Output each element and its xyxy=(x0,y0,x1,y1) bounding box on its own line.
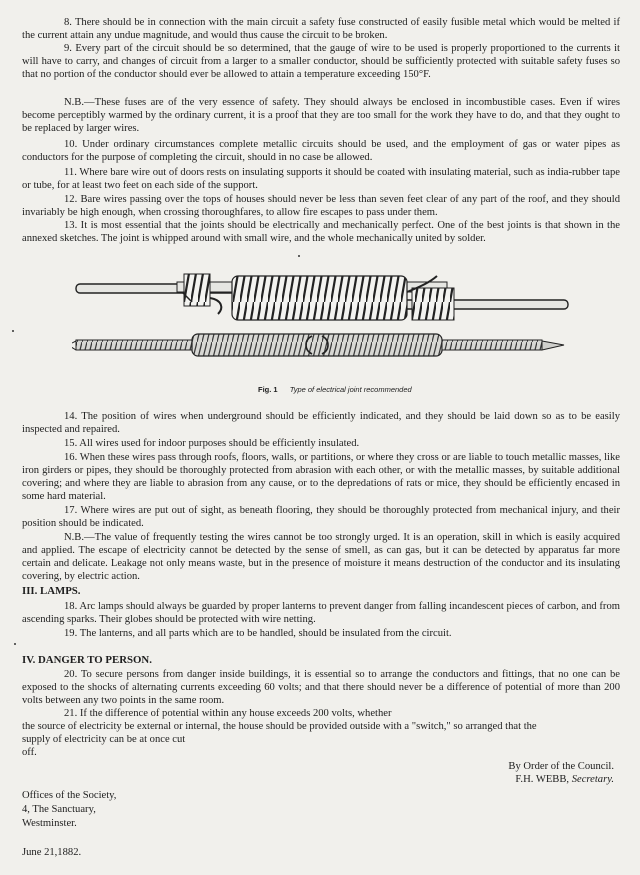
signature-line xyxy=(515,773,614,786)
scan-speck xyxy=(298,255,300,257)
rule-8: 8. There should be in connection with the main circuit a safety fuse constructed of easily fusible metal which would be melted if the current attain any undue magnitude, and would thus cause the circuit to be broken. xyxy=(22,17,620,42)
section-danger-heading: IV. DANGER TO PERSON. xyxy=(22,654,152,666)
signer-title: Secretary. xyxy=(571,774,614,785)
rule-21-line-1: 21. If the difference of potential within any house exceeds 200 volts, whether xyxy=(64,708,392,719)
date-line: June 21,1882. xyxy=(22,847,82,858)
figure-caption-text: Type of electrical joint recommended xyxy=(289,385,412,394)
nb-fuses: N.B.—These fuses are of the very essence of safety. They should always be enclosed in incombustible cases. Even if wires become perceptibly warmed by the ordinary current, it is a proof that they are too small for the work they have to do, and that they ought to be replaced by larger wires. xyxy=(22,97,620,135)
nb-testing: N.B.—The value of frequently testing the wires cannot be too strongly urged. It is an operation, skill in which is easily acquired and applied. The escape of electricity cannot be detected by the sense of smell, as can gas, but it can be detected by apparatus far more certain and delicate. Leakage not only means waste, but in the presence of moisture it means destruction of the conductor and its insulating covering, by electric action. xyxy=(22,532,620,583)
rule-19: 19. The lanterns, and all parts which are to be handled, should be insulated from the circuit. xyxy=(64,628,452,639)
figure-caption xyxy=(258,385,412,394)
rule-13: 13. It is most essential that the joints should be electrically and mechanically perfect. One of the best joints is that shown in the annexed sketches. The joint is whipped around with small wire, and the whole mechanically united by solder. xyxy=(22,220,620,245)
by-order-line: By Order of the Council. xyxy=(508,761,614,772)
rule-21-line-4: off. xyxy=(22,747,37,758)
rule-9: 9. Every part of the circuit should be so determined, that the gauge of wire to be used is properly proportioned to the currents it will have to carry, and changes of circuit from a larger to a smaller conductor, should be sufficiently protected with suitable safety fuses so that no portion of the conductor should ever be allowed to attain a temperature exceeding 150°F. xyxy=(22,43,620,81)
scan-speck xyxy=(12,330,14,332)
address-line-1: Offices of the Society, xyxy=(22,790,117,801)
rule-17: 17. Where wires are put out of sight, as beneath flooring, they should be thoroughly protected from mechanical injury, and their position should be indicated. xyxy=(22,505,620,530)
rule-21-line-3: supply of electricity can be at once cut xyxy=(22,734,186,745)
figure-label: Fig. 1 xyxy=(258,385,278,394)
wire-joint-illustration xyxy=(72,262,572,370)
rule-11: 11. Where bare wire out of doors rests on insulating supports it should be coated with insulating material, such as india-rubber tape or tube, for at least two feet on each side of the support. xyxy=(22,167,620,192)
address-line-3: Westminster. xyxy=(22,818,77,829)
section-lamps-heading: III. LAMPS. xyxy=(22,585,81,597)
scan-speck xyxy=(14,643,16,645)
rule-21-line-2: the source of electricity be external or internal, the house should be provided outside with a "switch," so arranged that the xyxy=(22,721,537,732)
rule-15: 15. All wires used for indoor purposes should be efficiently insulated. xyxy=(64,438,360,449)
address-line-2: 4, The Sanctuary, xyxy=(22,804,96,815)
rule-16: 16. When these wires pass through roofs, floors, walls, or partitions, or where they cross or are liable to touch metallic masses, like iron girders or pipes, they should be thoroughly protected from abrasion with each other, or with the metallic masses, by suitable additional covering; and where they are liable to abrasion from any cause, or to the depredations of rats or mice, they should be efficiently encased in some hard material. xyxy=(22,452,620,503)
rule-14: 14. The position of wires when underground should be efficiently indicated, and they should be laid down so as to be easily inspected and repaired. xyxy=(22,411,620,436)
signer-name: F.H. WEBB, xyxy=(515,774,570,785)
rule-12: 12. Bare wires passing over the tops of houses should never be less than seven feet clear of any part of the roof, and they should invariably be high enough, when crossing thoroughfares, to allow fire escapes to pass under them. xyxy=(22,194,620,219)
rule-18: 18. Arc lamps should always be guarded by proper lanterns to prevent danger from falling incandescent pieces of carbon, and from ascending sparks. Their globes should be protected with wire netting. xyxy=(22,601,620,626)
rule-20: 20. To secure persons from danger inside buildings, it is essential so to arrange the conductors and fittings, that no one can be exposed to the shocks of alternating currents exceeding 60 volts; and that there should never be a difference of potential of more than 200 volts between any two points in the same room. xyxy=(22,669,620,707)
rule-10: 10. Under ordinary circumstances complete metallic circuits should be used, and the employment of gas or water pipes as conductors for the purpose of completing the circuit, should in no case be allowed. xyxy=(22,139,620,164)
